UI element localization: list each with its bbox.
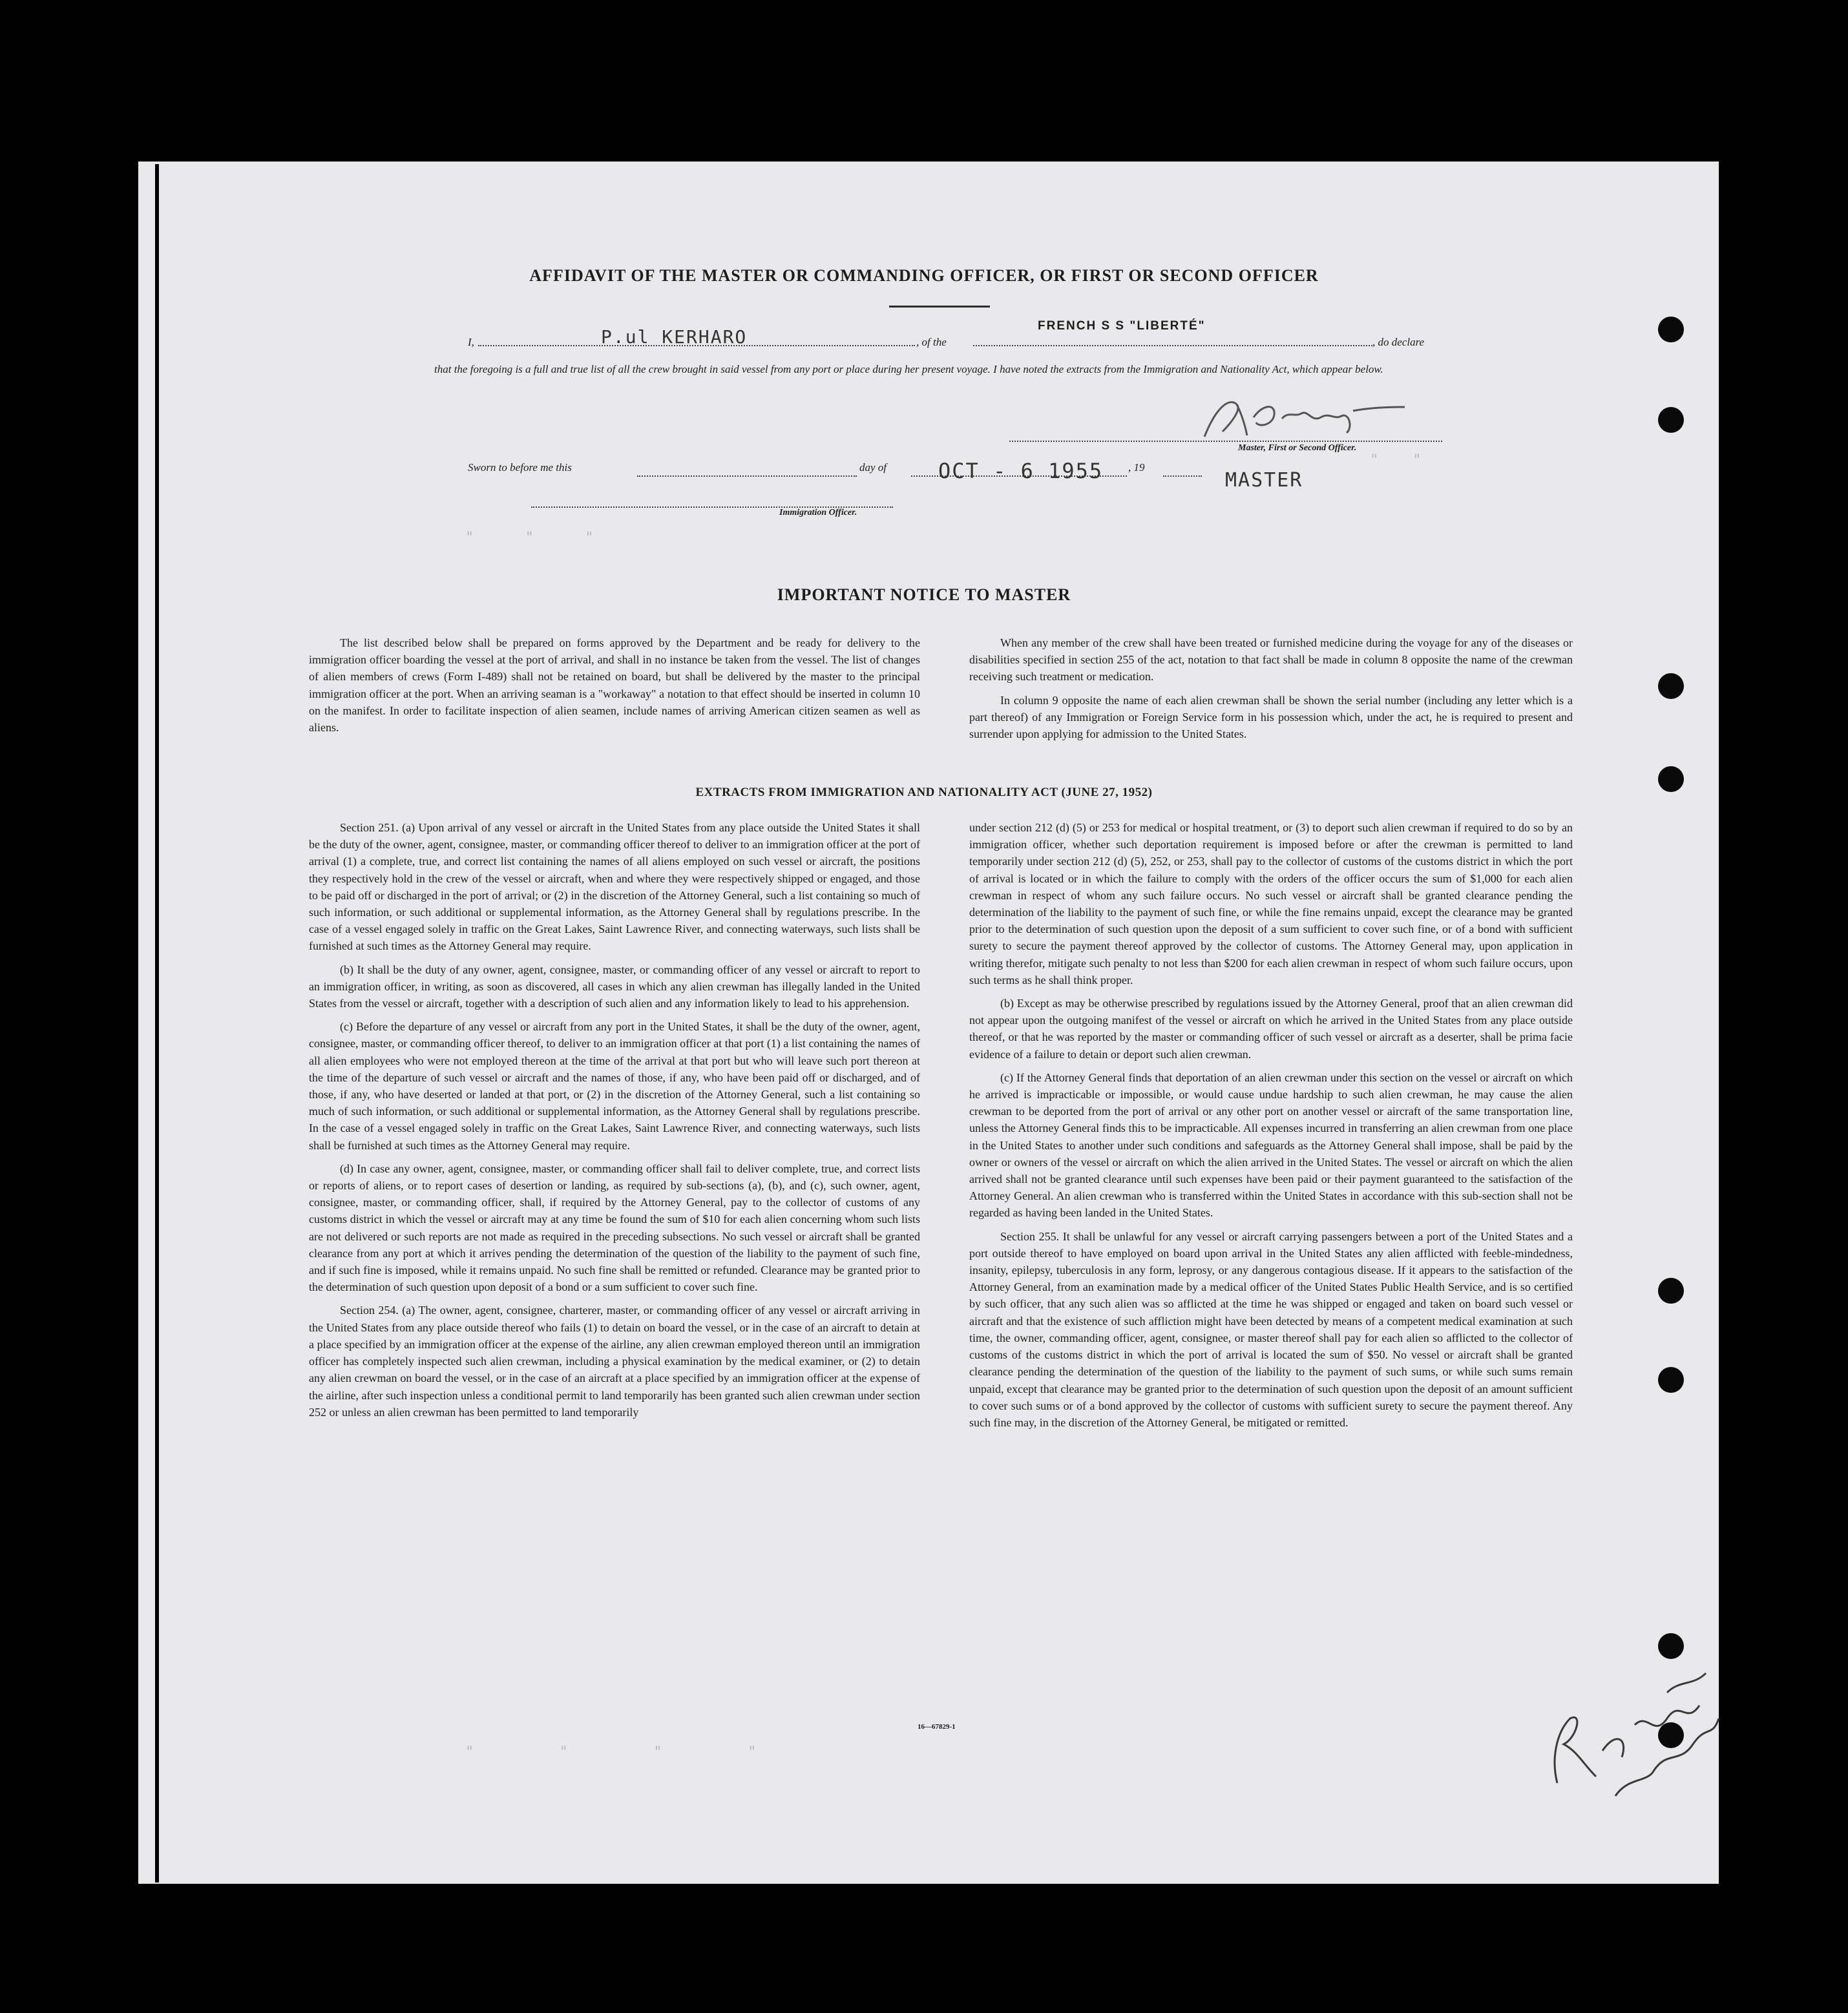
binder-hole xyxy=(1658,1367,1684,1393)
binder-hole xyxy=(1658,1278,1684,1304)
handwritten-annotation xyxy=(1538,1654,1732,1809)
extracts-right-column xyxy=(969,819,1573,1437)
day-of-label: day of xyxy=(859,461,887,474)
binder-hole xyxy=(1658,407,1684,433)
officer-caption: Immigration Officer. xyxy=(779,508,857,517)
statute-paragraph: Section 251. (a) Upon arrival of any vessel or aircraft in the United States from any place outside the United States it shall be the duty of the owner, agent, consignee, master, or commanding officer thereof to deliver to an immigration officer at the port of arrival (1) a complete, true, and correct list containing the names of all aliens employed on such vessel or aircraft, the positions they respectively hold in the crew of the vessel or aircraft, when and where they were respectively shipped or engaged, and those to be paid off or discharged in the port of arrival; or (2) in the discretion of the Attorney General, such a list containing so much of such information, or such additional or supplemental information, as the Attorney General shall by regulations prescribe. In the case of a vessel engaged solely in traffic on the Great Lakes, Saint Lawrence River, and connecting waterways, such lists shall be furnished at such times as the Attorney General may require. xyxy=(309,821,920,953)
show-through: " " xyxy=(1370,452,1422,468)
notice-right xyxy=(969,634,1573,749)
master-signature xyxy=(1192,391,1411,443)
statute-paragraph: (b) Except as may be otherwise prescribed by regulations issued by the Attorney General, proof that an alien crewman did not appear upon the outgoing manifest of the vessel or aircraft on which he arrived in the United States from any place outside thereof, or that he was reported by the master or commanding officer of such vessel or aircraft as a deserter, shall be prima facie evidence of a failure to detain or deport such alien crewman. xyxy=(969,997,1573,1061)
sworn-line xyxy=(637,475,857,477)
statute-paragraph: (b) It shall be the duty of any owner, agent, consignee, master, or commanding officer of any vessel or aircraft to report to an immigration officer, in writing, as soon as discovered, all cases in which any alien crewman has illegally landed in the United States from the vessel or aircraft, together with a description of such alien and any information likely to lead to his apprehension. xyxy=(309,963,920,1010)
statute-paragraph: (c) Before the departure of any vessel or aircraft from any port in the United States, it shall be the duty of the owner, agent, consignee, master, or commanding officer thereof, to deliver to an immigration officer at that port (1) a list containing the names of all alien employees who were not employed thereon at the time of the arrival at that port but who will leave such port thereon at the time of the departure of such vessel or aircraft and the names of those, if any, who have been paid off or discharged, and of those, if any, who have deserted or landed at that port, or (2) in the discretion of the Attorney General, such a list containing so much of such information, or such additional or supplemental information, as the Attorney General shall by regulations prescribe. In the case of a vessel engaged solely in traffic on the Great Lakes, Saint Lawrence River, and connecting waterways, such lists shall be furnished at such times as the Attorney General may require. xyxy=(309,1020,920,1152)
signature-line xyxy=(1009,441,1442,442)
page-edge-shadow xyxy=(155,164,159,1883)
form-code: 16—67829-1 xyxy=(918,1723,956,1731)
master-name: P.ul KERHARO xyxy=(601,326,748,348)
do-declare-label: , do declare xyxy=(1372,336,1425,348)
statute-paragraph: (d) In case any owner, agent, consignee, master, or commanding officer shall fail to deliver complete, true, and correct lists or reports of aliens, or to report cases of desertion or landing, as required by sub-sections (a), (b), and (c), such owner, agent, consignee, master, or commanding officer, shall, if required by the Attorney General, pay to the collector of customs of any customs district in which the vessel or aircraft may at any time be found the sum of $10 for each alien concerning whom such lists are not delivered or such reports are not made as required in the preceding subsections. No such vessel or aircraft shall be granted clearance from any port at which it arrives pending the determination of the question of the liability to the payment of such fine, and if such fine is imposed, while it remains unpaid. No such fine shall be remitted or refunded. Clearance may be granted prior to the determination of such question upon deposit of a bond or a sum sufficient to cover such fine. xyxy=(309,1162,920,1294)
notice-paragraph: When any member of the crew shall have been treated or furnished medicine during the voyage for any of the diseases or disabilities specified in section 255 of the act, notation to that fact shall be made in column 8 opposite the name of the crewman receiving such treatment or medication. xyxy=(969,636,1573,683)
extracts-title: EXTRACTS FROM IMMIGRATION AND NATIONALITY ACT (JUNE 27, 1952) xyxy=(695,786,1153,799)
notice-paragraph: In column 9 opposite the name of each alien crewman shall be shown the serial number (including any letter which is a part thereof) of any Immigration or Foreign Service form in his possession which, under the act, he is required to present and surrender upon applying for admission to the United States. xyxy=(969,693,1573,741)
sworn-label: Sworn to before me this xyxy=(468,461,572,474)
vessel-line xyxy=(973,345,1372,346)
statute-paragraph: (c) If the Attorney General finds that deportation of an alien crewman under this section on the vessel or aircraft on which he arrived is impracticable or impossible, or would cause undue hardship to such alien crewman, he may cause the alien crewman to be deported from the port of arrival or any other port on another vessel or aircraft of the same transportation line, unless the Attorney General finds this to be impracticable. All expenses incurred in transferring an alien crewman from one place in the United States to another under such conditions and safeguards as the Attorney General shall impose, shall be paid by the owner or owners of the vessel or aircraft on which the alien arrived in the United States. The vessel or aircraft on which the alien arrived shall not be granted clearance until such expenses have been paid or their payment guaranteed to the satisfaction of the Attorney General. An alien crewman who is transferred within the United States in accordance with this sub-section shall not be regarded as having been landed in the United States. xyxy=(969,1070,1573,1220)
show-through: " " " " xyxy=(465,1744,757,1760)
notice-paragraph: The list described below shall be prepared on forms approved by the Department and be ready for delivery to the immigration officer boarding the vessel at the port of arrival, and shall in no instance be taken from the vessel. The list of changes of alien members of crews (Form I-489) shall not be retained on board, but shall be delivered by the master to the principal immigration officer at the port. When an arriving seaman is a "workaway" a notation to that effect should be inserted in column 10 on the manifest. In order to facilitate inspection of alien seamen, include names of arriving American citizen seamen as well as aliens. xyxy=(309,636,920,735)
statute-paragraph: Section 255. It shall be unlawful for any vessel or aircraft carrying passengers between a port of the United States and a port outside thereof to have employed on board upon arrival in the United States any alien afflicted with feeble-mindedness, insanity, epilepsy, tuberculosis in any form, leprosy, or any dangerous contagious disease. If it appears to the satisfaction of the Attorney General, from an examination made by a medical officer of the United States Public Health Service, and is so certified by such officer, that any such alien was so afflicted at the time he was shipped or engaged and taken on board such vessel or aircraft and that the existence of such affliction might have been detected by means of a competent medical examination at such time, the owner, commanding officer, agent, consignee, or master thereof shall pay for each alien so afflicted to the collector of customs of the customs district in which the port of arrival is located the sum of $50. No vessel or aircraft shall be granted clearance pending the determination of the question of the liability to the payment of such sums, or while such sums remain unpaid, except that clearance may be granted prior to the determination of such question upon the deposit of an amount sufficient to cover such sums or of a bond approved by the collector of customs with sufficient surety to secure the payment thereof. Any such fine may, in the discretion of the Attorney General, be mitigated or remitted. xyxy=(969,1229,1573,1429)
statute-paragraph: under section 212 (d) (5) or 253 for medical or hospital treatment, or (3) to deport such alien crewman if required to do so by an immigration officer, whether such deportation requirement is imposed before or after the crewman is permitted to land temporarily under section 212 (d) (5), 252, or 253, shall pay to the collector of customs of the customs district in which the port of arrival is located or in which the failure to comply with the orders of the officer occurs the sum of $1,000 for each alien crewman in respect of whom any such failure occurs. No such vessel or aircraft shall be granted clearance pending the determination of the liability to the payment of such fine, or while the fine remains unpaid, except the clearance may be granted prior to the determination of such question upon the deposit of a sum sufficient to cover such fine, or of a bond with sufficient surety to secure the payment thereof approved by the collector of customs. The Attorney General may, upon application in writing therefor, mitigate such penalty to not less than $200 for each alien crewman in respect of whom such failure occurs, upon such terms as he shall think proper. xyxy=(969,821,1573,986)
signature-caption: Master, First or Second Officer. xyxy=(1238,443,1357,453)
binder-hole xyxy=(1658,317,1684,342)
date-stamp: OCT - 6 1955 xyxy=(938,459,1104,483)
notice-left xyxy=(309,634,920,742)
title-rule xyxy=(889,306,990,308)
show-through: " " " xyxy=(465,530,594,546)
statute-paragraph: Section 254. (a) The owner, agent, consignee, charterer, master, or commanding officer of any vessel or aircraft arriving in the United States from any place outside thereof who fails (1) to detain on board the vessel, or in the case of an aircraft to detain at a place specified by an immigration officer at the expense of the airline, any alien crewman employed thereon until an immigration officer has completely inspected such alien crewman, including a physical examination by the medical examiner, or (2) to detain any alien crewman on board the vessel, or in the case of an aircraft at a place specified by an immigration officer at the expense of the airline, after such inspection unless a conditional permit to land temporarily has been granted such alien crewman under section 252 or unless an alien crewman has been permitted to land temporarily xyxy=(309,1304,920,1419)
signature-rank: MASTER xyxy=(1225,469,1303,492)
of-the-label: , of the xyxy=(916,336,947,348)
notice-title: IMPORTANT NOTICE TO MASTER xyxy=(777,585,1071,604)
extracts-left-column xyxy=(309,819,920,1427)
i-label: I, xyxy=(468,336,474,348)
vessel-name: FRENCH S S "LIBERTÉ" xyxy=(1038,319,1206,333)
year-prefix: , 19 xyxy=(1128,461,1145,474)
declaration-text: that the foregoing is a full and true list of all the crew brought in said vessel from any port or place during her present voyage. I have noted the extracts from the Immigration and Nationality Act, which appear below. xyxy=(434,363,1383,375)
binder-hole xyxy=(1658,673,1684,699)
affidavit-title: AFFIDAVIT OF THE MASTER OR COMMANDING OFFICER, OR FIRST OR SECOND OFFICER xyxy=(529,266,1319,285)
year-line xyxy=(1163,475,1202,477)
